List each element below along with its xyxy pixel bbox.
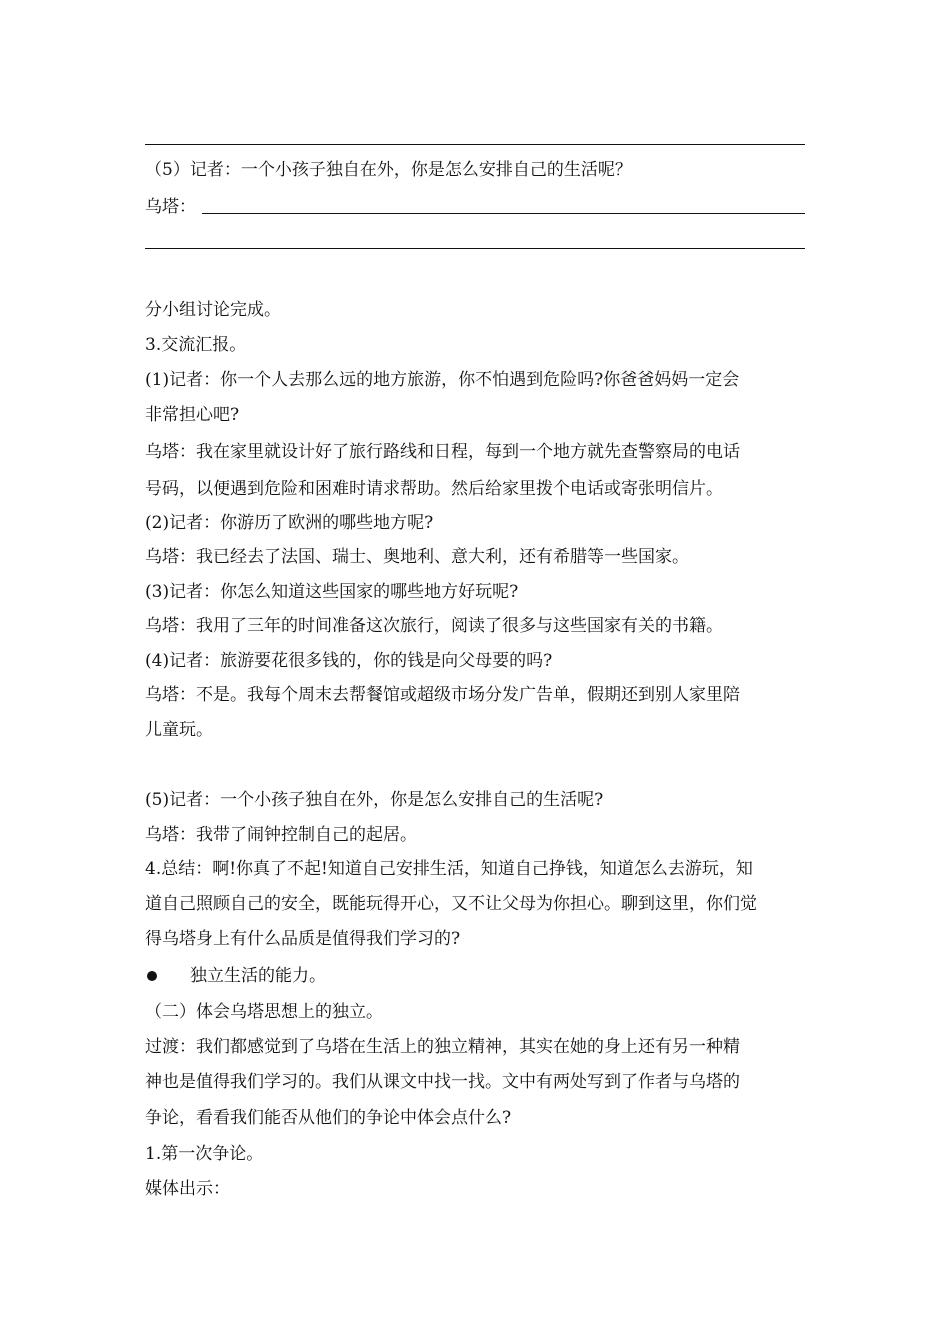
transition-line-2: 神也是值得我们学习的。我们从课文中找一找。文中有两处写到了作者与乌塔的 xyxy=(145,1072,740,1092)
answer-4-line-1: 乌塔：不是。我每个周末去帮餐馆或超级市场分发广告单，假期还到别人家里陪 xyxy=(145,685,740,705)
question-1-line-1: (1)记者：你一个人去那么远的地方旅游，你不怕遇到危险吗?你爸爸妈妈一定会 xyxy=(145,370,740,390)
group-discussion-text: 分小组讨论完成。 xyxy=(145,300,281,320)
summary-line-1: 4.总结：啊!你真了不起!知道自己安排生活，知道自己挣钱，知道怎么去游玩，知 xyxy=(145,859,753,879)
answer-blank-line xyxy=(145,248,805,249)
answer-fill-line xyxy=(202,213,805,214)
question-1-line-2: 非常担心吧? xyxy=(145,405,240,425)
question-2: (2)记者：你游历了欧洲的哪些地方呢? xyxy=(145,513,434,533)
answer-5: 乌塔：我带了闹钟控制自己的起居。 xyxy=(145,825,417,845)
bullet-icon xyxy=(147,971,157,981)
media-label: 媒体出示： xyxy=(145,1179,230,1199)
question-4: (4)记者：旅游要花很多钱的，你的钱是向父母要的吗? xyxy=(145,651,553,671)
summary-line-3: 得乌塔身上有什么品质是值得我们学习的? xyxy=(145,929,461,949)
answer-1-line-2: 号码，以便遇到危险和困难时请求帮助。然后给家里拨个电话或寄张明信片。 xyxy=(145,479,723,499)
question-3: (3)记者：你怎么知道这些国家的哪些地方好玩呢? xyxy=(145,582,519,602)
answer-3: 乌塔：我用了三年的时间准备这次旅行，阅读了很多与这些国家有关的书籍。 xyxy=(145,616,723,636)
answer-4-line-2: 儿童玩。 xyxy=(145,720,213,740)
answer-blank-line xyxy=(145,144,805,145)
step-1-heading: 1.第一次争论。 xyxy=(145,1144,264,1164)
answer-1-line-1: 乌塔：我在家里就设计好了旅行路线和日程，每到一个地方就先查警察局的电话 xyxy=(145,442,740,462)
worksheet-question-5: （5）记者：一个小孩子独自在外，你是怎么安排自己的生活呢？ xyxy=(145,160,632,180)
summary-line-2: 道自己照顾自己的安全，既能玩得开心，又不让父母为你担心。聊到这里，你们觉 xyxy=(145,894,757,914)
bullet-item: 独立生活的能力。 xyxy=(190,966,326,986)
answer-label: 乌塔： xyxy=(145,197,196,217)
question-5: (5)记者：一个小孩子独自在外，你是怎么安排自己的生活呢? xyxy=(145,790,604,810)
step-3-heading: 3.交流汇报。 xyxy=(145,335,247,355)
transition-line-1: 过渡：我们都感觉到了乌塔在生活上的独立精神，其实在她的身上还有另一种精 xyxy=(145,1037,740,1057)
answer-2: 乌塔：我已经去了法国、瑞士、奥地利、意大利，还有希腊等一些国家。 xyxy=(145,547,689,567)
section-2-heading: （二）体会乌塔思想上的独立。 xyxy=(145,1002,383,1022)
transition-line-3: 争论，看看我们能否从他们的争论中体会点什么? xyxy=(145,1108,512,1128)
